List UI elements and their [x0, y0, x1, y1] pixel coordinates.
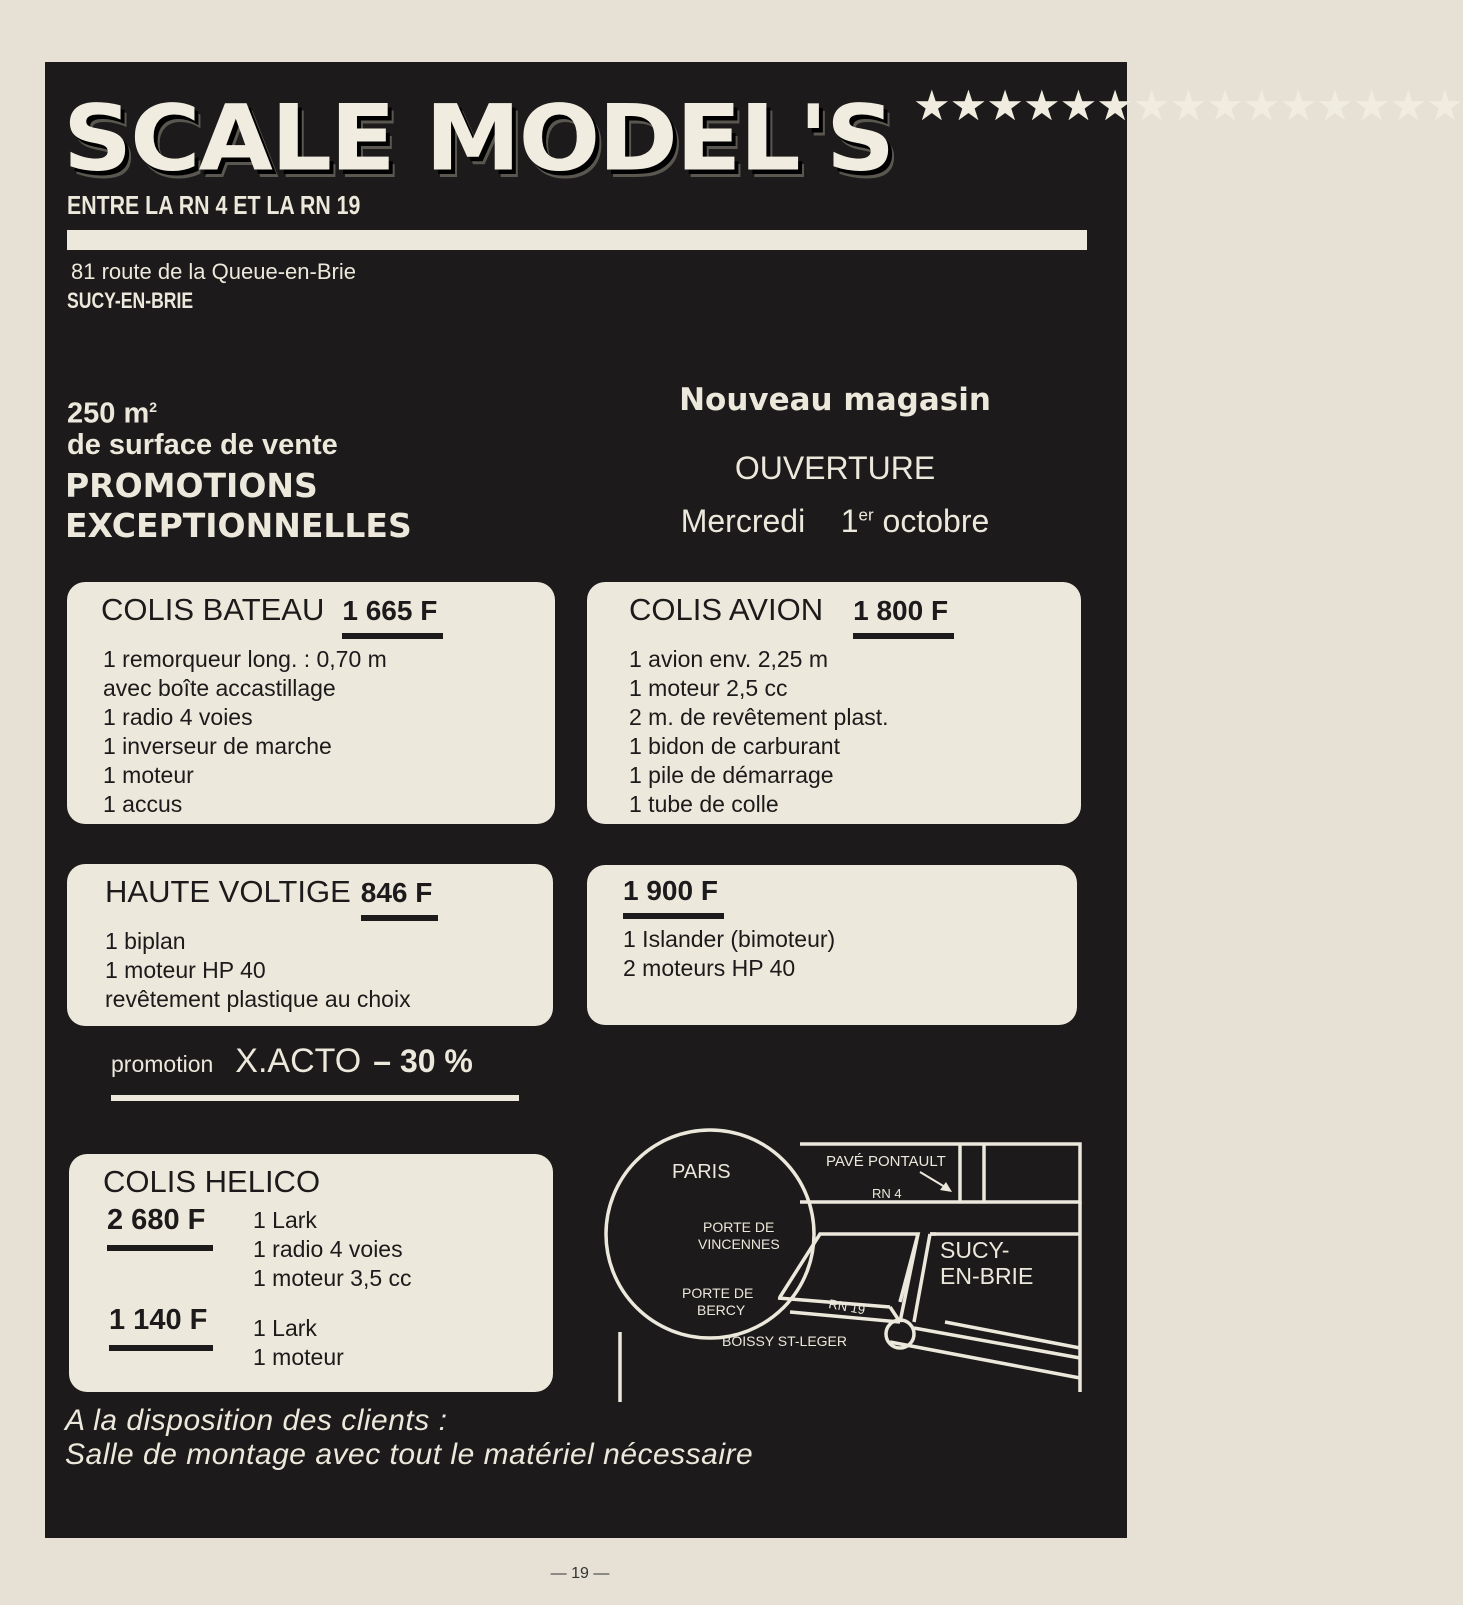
- area-text: de surface de vente: [67, 428, 338, 461]
- date-month: octobre: [882, 503, 990, 539]
- rn19-road: [780, 1234, 918, 1302]
- islander-package-box: [587, 865, 1077, 1025]
- helicopter-items-1: [253, 1206, 412, 1293]
- list-item: 1 radio 4 voies: [103, 704, 253, 730]
- header-divider: [67, 230, 1087, 250]
- map-label-vincennes-1: PORTE DE: [703, 1219, 775, 1235]
- new-shop-title: Nouveau magasin: [679, 382, 991, 418]
- promo-line-2: EXCEPTIONNELLES: [65, 506, 412, 545]
- list-item: 1 pile de démarrage: [629, 762, 834, 788]
- boat-package-price: 1 665 F: [342, 595, 443, 639]
- list-item: revêtement plastique au choix: [105, 986, 411, 1012]
- map-label-paris: PARIS: [672, 1161, 731, 1183]
- map-label-pave-pontault: PAVÉ PONTAULT: [826, 1153, 946, 1170]
- boat-package-items: [103, 645, 555, 819]
- plane-package-heading: [629, 592, 1081, 639]
- shop-area: [67, 392, 338, 461]
- date-day: Mercredi: [680, 503, 806, 539]
- list-item: 1 tube de colle: [629, 791, 779, 817]
- plane-package-price: 1 800 F: [853, 595, 954, 639]
- tagline: ENTRE LA RN 4 ET LA RN 19: [67, 190, 361, 220]
- list-item: 1 moteur 3,5 cc: [253, 1265, 412, 1291]
- location-map: [600, 1122, 1100, 1402]
- advertisement: [45, 62, 1463, 1538]
- aerobatic-package-items: [105, 927, 553, 1014]
- footer-line-2: Salle de montage avec tout le matériel nécessaire: [65, 1438, 754, 1471]
- aerobatic-package-title: HAUTE VOLTIGE: [105, 874, 351, 909]
- plane-package-title: COLIS AVION: [629, 592, 824, 627]
- list-item: 1 radio 4 voies: [253, 1236, 403, 1262]
- boat-package-heading: [101, 592, 555, 639]
- promotion-label: promotion: [111, 1051, 214, 1077]
- islander-package-items: [623, 925, 1077, 983]
- map-label-bercy-1: PORTE DE: [682, 1285, 754, 1301]
- list-item: 1 Lark: [253, 1207, 317, 1233]
- list-item: 1 bidon de carburant: [629, 733, 840, 759]
- list-item: 2 m. de revêtement plast.: [629, 704, 889, 730]
- xacto-discount: – 30 %: [373, 1043, 473, 1079]
- helicopter-package-box: [69, 1154, 553, 1392]
- aerobatic-package-heading: [105, 874, 553, 921]
- list-item: 1 moteur 2,5 cc: [629, 675, 788, 701]
- footer-note: [65, 1404, 753, 1472]
- date-num: 1: [840, 503, 859, 539]
- list-item: 1 moteur: [253, 1344, 344, 1370]
- aerobatic-package-box: [67, 864, 553, 1026]
- helicopter-package-title: COLIS HELICO: [103, 1164, 321, 1199]
- xacto-promotion: [111, 1042, 473, 1081]
- list-item: 2 moteurs HP 40: [623, 955, 796, 981]
- list-item: 1 Lark: [253, 1315, 317, 1341]
- map-label-bercy-2: BERCY: [697, 1302, 746, 1318]
- list-item: 1 remorqueur long. : 0,70 m: [103, 646, 387, 672]
- helicopter-price-1: 2 680 F: [107, 1204, 213, 1251]
- aerobatic-package-price: 846 F: [361, 877, 439, 921]
- map-label-boissy: BOISSY ST-LEGER: [722, 1333, 848, 1349]
- map-label-rn4: RN 4: [872, 1186, 902, 1201]
- map-label-sucy-2: EN-BRIE: [940, 1263, 1034, 1289]
- opening-date: [605, 503, 1065, 540]
- list-item: 1 Islander (bimoteur): [623, 926, 836, 952]
- promotions-heading: [65, 466, 412, 546]
- list-item: 1 accus: [103, 791, 183, 817]
- promo-line-1: PROMOTIONS: [65, 466, 318, 505]
- map-label-rn19: RN 19: [827, 1296, 867, 1318]
- plane-package-box: [587, 582, 1081, 824]
- xacto-underline: [111, 1095, 519, 1101]
- islander-package-price: 1 900 F: [623, 875, 724, 919]
- date-sup: er: [858, 505, 874, 525]
- map-label-vincennes-2: VINCENNES: [698, 1236, 780, 1252]
- opening-label: OUVERTURE: [734, 450, 936, 486]
- list-item: avec boîte accastillage: [103, 675, 336, 701]
- helicopter-price-2: 1 140 F: [109, 1304, 213, 1351]
- area-value: 250 m: [67, 397, 150, 430]
- page-number: — 19 —: [550, 1565, 610, 1582]
- opening-announcement: [605, 382, 1065, 540]
- footer-line-1: A la disposition des clients :: [65, 1404, 448, 1437]
- list-item: 1 moteur HP 40: [105, 957, 266, 983]
- list-item: 1 moteur: [103, 762, 194, 788]
- brand-logo: SCALE MODEL'S: [63, 84, 894, 192]
- city-name: SUCY-EN-BRIE: [67, 288, 194, 313]
- street-address: 81 route de la Queue-en-Brie: [71, 259, 356, 284]
- helicopter-items-2: [253, 1314, 344, 1372]
- plane-package-items: [629, 645, 1081, 819]
- map-label-sucy-1: SUCY-: [940, 1237, 1010, 1263]
- area-unit-sup: 2: [149, 399, 158, 415]
- stars-decoration: ★★★★★★★★★★★★★★★: [913, 82, 1463, 129]
- boat-package-box: [67, 582, 555, 824]
- list-item: 1 avion env. 2,25 m: [629, 646, 829, 672]
- list-item: 1 biplan: [105, 928, 186, 954]
- list-item: 1 inverseur de marche: [103, 733, 332, 759]
- xacto-brand: X.ACTO: [235, 1042, 362, 1080]
- boat-package-title: COLIS BATEAU: [101, 592, 325, 627]
